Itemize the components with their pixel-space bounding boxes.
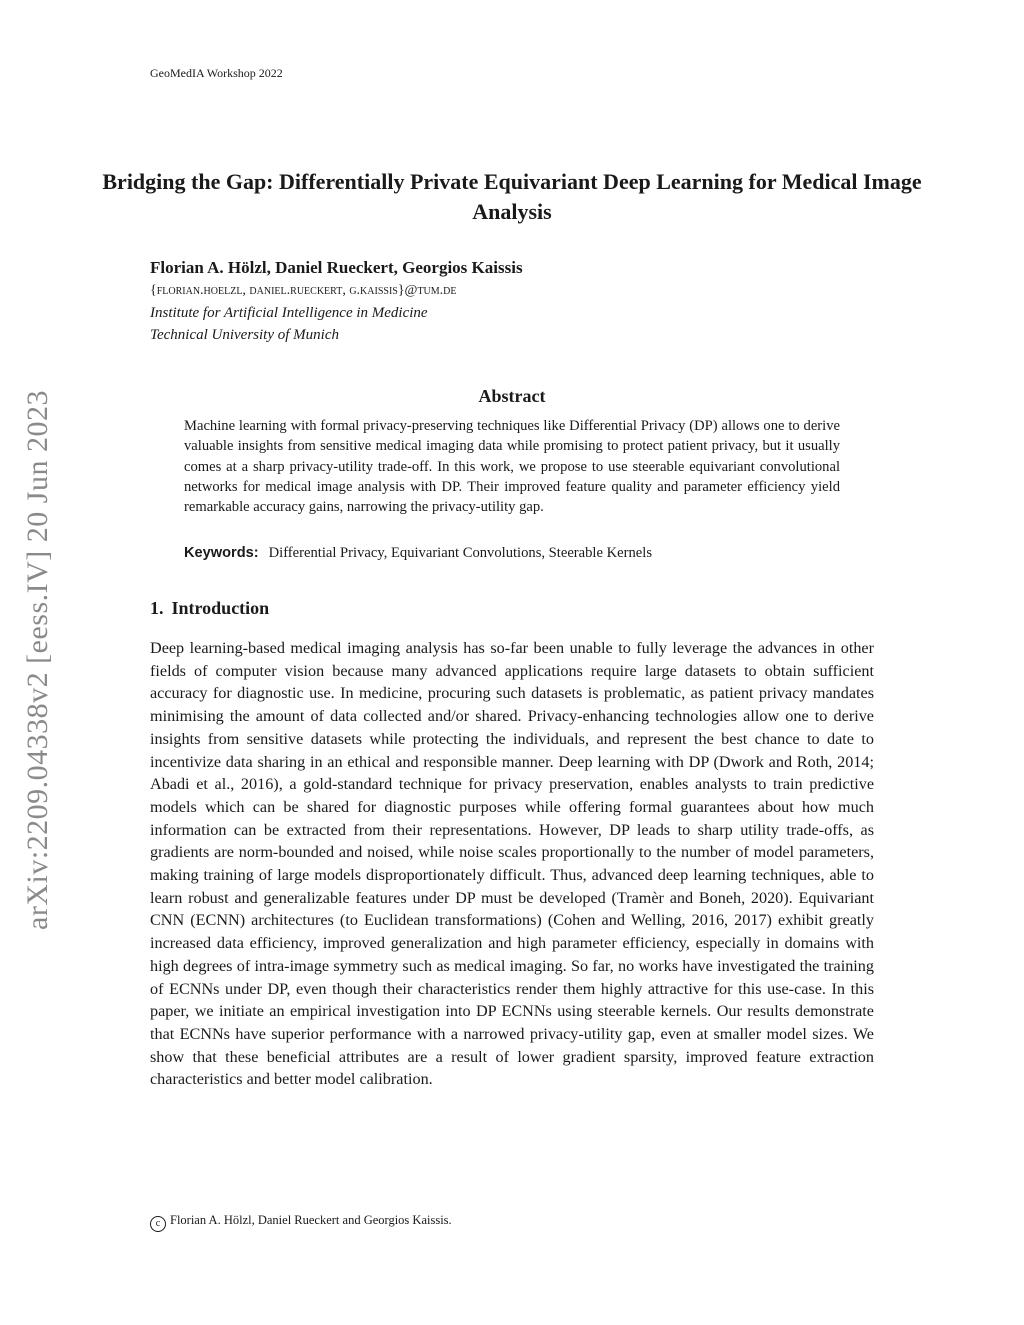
section-title: Introduction	[171, 598, 270, 618]
abstract-text: Machine learning with formal privacy-preserving techniques like Differential Privacy (DP) allows one to derive valuable insights from sensitive medical imaging data while promising to protect patient privacy, but it usually comes at a sharp privacy-utility trade-off. In this work, we propose to use steerable equivariant convolutional networks for medical image analysis with DP. Their improved feature quality and parameter efficiency yield remarkable accuracy gains, narrowing the privacy-utility gap.	[184, 418, 840, 516]
author-list: Florian A. Hölzl, Daniel Rueckert, Georgios Kaissis	[150, 258, 523, 277]
introduction-paragraph: Deep learning-based medical imaging analysis has so-far been unable to fully leverage the advances in other fields of computer vision because many advanced applications require large datasets to obtain sufficient accuracy for diagnostic use. In medicine, procuring such datasets is problematic, as patient privacy mandates minimising the amount of data collected and/or shared. Privacy-enhancing technologies allow one to derive insights from sensitive datasets while protecting the individuals, and represent the best chance to date to incentivize data sharing in an ethical and responsible manner. Deep learning with DP (Dwork and Roth, 2014; Abadi et al., 2016), a gold-standard technique for privacy preservation, enables analysts to train predictive models which can be shared for diagnostic purposes while offering formal guarantees about how much information can be extracted from their representations. However, DP leads to sharp utility trade-offs, as gradients are norm-bounded and noised, while noise scales proportionally to the number of model parameters, making training of large models disproportionately difficult. Thus, advanced deep learning techniques, able to learn robust and generalizable features under DP must be developed (Tramèr and Boneh, 2020). Equivariant CNN (ECNN) architectures (to Euclidean transformations) (Cohen and Welling, 2016, 2017) exhibit greatly increased data efficiency, improved generalization and high parameter efficiency, especially in domains with high degrees of intra-image symmetry such as medical imaging. So far, no works have investigated the training of ECNNs under DP, even though their characteristics render them highly attractive for this use-case. In this paper, we initiate an empirical investigation into DP ECNNs using steerable kernels. Our results demonstrate that ECNNs have superior performance with a narrowed privacy-utility gap, even at smaller model sizes. We show that these beneficial attributes are a result of lower gradient sparsity, improved feature extraction characteristics and better model calibration.	[150, 639, 874, 1089]
paper-title: Bridging the Gap: Differentially Private Equivariant Deep Learning for Medical Image Analysis	[102, 169, 922, 224]
venue-header: GeoMedIA Workshop 2022	[150, 66, 283, 80]
copyright-line	[150, 1213, 452, 1232]
keywords-list: Differential Privacy, Equivariant Convolutions, Steerable Kernels	[268, 545, 652, 561]
affiliation-institute: Institute for Artificial Intelligence in Medicine	[150, 305, 428, 321]
keywords-line	[184, 545, 652, 562]
arxiv-stamp	[12, 360, 64, 960]
copyright-icon: c	[150, 1216, 166, 1232]
section-number: 1.	[150, 598, 164, 618]
arxiv-stamp-text: arXiv:2209.04338v2 [eess.IV] 20 Jun 2023	[21, 390, 54, 930]
abstract-heading: Abstract	[478, 386, 546, 406]
copyright-text: Florian A. Hölzl, Daniel Rueckert and Georgios Kaissis.	[170, 1213, 452, 1227]
affiliation-university: Technical University of Munich	[150, 327, 339, 343]
section-heading-introduction	[150, 598, 269, 619]
author-emails: {florian.hoelzl, daniel.rueckert, g.kaissis}@tum.de	[150, 283, 457, 298]
keywords-label: Keywords:	[184, 545, 259, 561]
